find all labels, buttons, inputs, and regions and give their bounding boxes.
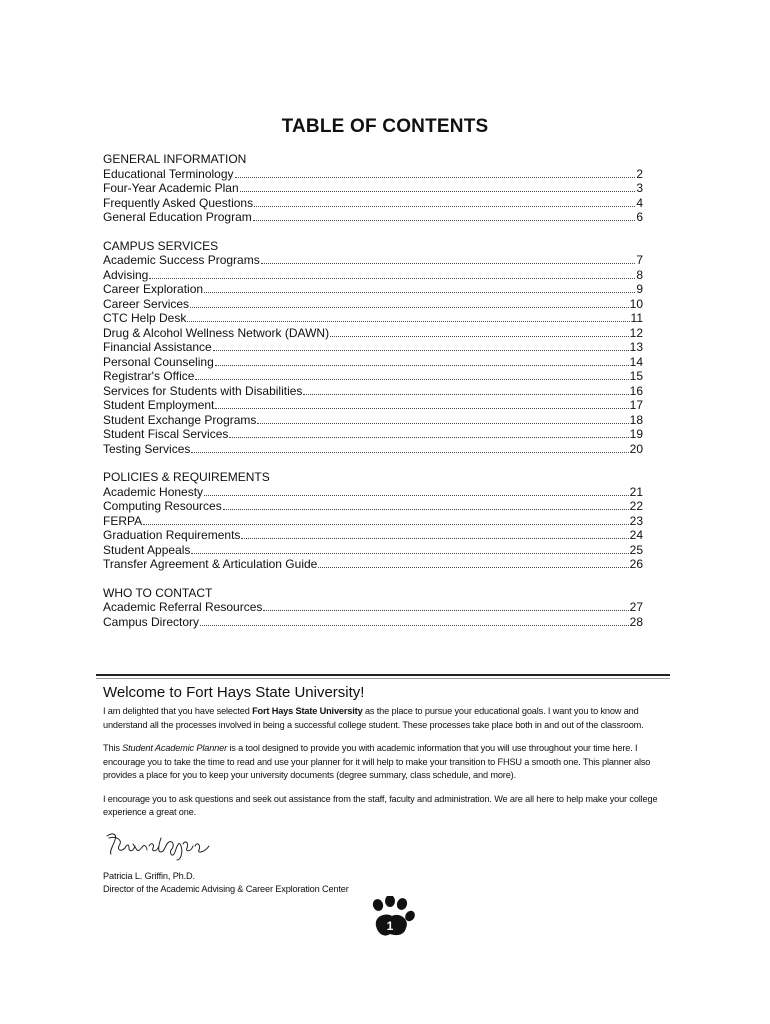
toc-entry-page: 9	[636, 282, 643, 296]
toc-entry-label: Student Fiscal Services	[103, 427, 229, 441]
toc-dot-leader	[213, 350, 629, 351]
toc-entry-label: Career Exploration	[103, 282, 204, 296]
toc-entry	[103, 297, 643, 312]
welcome-paragraph-1	[103, 705, 671, 732]
table-of-contents	[103, 152, 643, 643]
signer-title: Director of the Academic Advising & Career Exploration Center	[103, 883, 349, 894]
toc-entry	[103, 413, 643, 428]
toc-entry-label: Student Exchange Programs	[103, 412, 257, 427]
toc-entry-page: 27	[629, 600, 643, 614]
toc-entry	[103, 442, 643, 457]
toc-section	[103, 152, 643, 225]
toc-section	[103, 586, 643, 630]
toc-entry-page: 24	[629, 528, 643, 542]
toc-dot-leader	[253, 220, 636, 221]
toc-dot-leader	[261, 263, 636, 264]
toc-dot-leader	[330, 336, 629, 337]
toc-entry-page: 8	[636, 267, 643, 282]
toc-dot-leader	[187, 321, 629, 322]
toc-entry-page: 4	[636, 195, 643, 210]
toc-dot-leader	[143, 524, 629, 525]
page-number: 1	[386, 919, 394, 933]
p2-italic: Student Academic Planner	[122, 743, 228, 753]
toc-dot-leader	[149, 278, 635, 279]
toc-section	[103, 470, 643, 572]
toc-entry-label: Services for Students with Disabilities	[103, 383, 303, 398]
toc-entry-label: FERPA	[103, 513, 143, 528]
toc-entry-page: 11	[630, 311, 643, 325]
toc-dot-leader	[200, 625, 629, 626]
toc-entry	[103, 355, 643, 370]
toc-entry-label: CTC Help Desk	[103, 311, 187, 325]
toc-entry	[103, 398, 643, 413]
toc-entry	[103, 369, 643, 384]
toc-entry-label: Campus Directory	[103, 614, 200, 629]
toc-entry-label: Transfer Agreement & Articulation Guide	[103, 557, 318, 571]
toc-dot-leader	[204, 292, 635, 293]
toc-entry	[103, 340, 643, 355]
toc-dot-leader	[241, 538, 628, 539]
toc-entry	[103, 196, 643, 211]
toc-entry-page: 28	[629, 614, 643, 629]
toc-dot-leader	[257, 423, 628, 424]
toc-entry-label: Graduation Requirements	[103, 528, 241, 542]
toc-entry	[103, 485, 643, 500]
toc-entry-page: 25	[629, 542, 643, 557]
divider-rule	[96, 674, 670, 676]
toc-dot-leader	[191, 452, 628, 453]
toc-entry-label: Educational Terminology	[103, 166, 234, 181]
toc-entry-label: Registrar's Office	[103, 369, 195, 383]
toc-dot-leader	[190, 307, 629, 308]
toc-entry-label: Financial Assistance	[103, 340, 212, 354]
toc-dot-leader	[195, 379, 628, 380]
toc-dot-leader	[229, 437, 628, 438]
toc-entry-page: 3	[636, 181, 643, 195]
toc-entry-page: 6	[636, 210, 643, 224]
toc-entry-label: Student Appeals	[103, 542, 191, 557]
toc-entry-page: 16	[629, 383, 643, 398]
toc-entry-label: Academic Success Programs	[103, 253, 260, 267]
welcome-paragraph-2	[103, 742, 671, 783]
toc-entry-label: General Education Program	[103, 210, 252, 224]
toc-entry	[103, 384, 643, 399]
toc-section-heading: POLICIES & REQUIREMENTS	[103, 470, 270, 484]
toc-entry-label: Academic Honesty	[103, 484, 204, 499]
toc-section-heading: WHO TO CONTACT	[103, 585, 213, 600]
toc-entry	[103, 615, 643, 630]
p1-bold: Fort Hays State University	[252, 706, 363, 716]
toc-dot-leader	[215, 365, 629, 366]
toc-dot-leader	[263, 610, 628, 611]
toc-entry	[103, 167, 643, 182]
toc-entry	[103, 268, 643, 283]
toc-entry-page: 26	[629, 557, 643, 571]
toc-entry-label: Testing Services	[103, 441, 191, 456]
toc-dot-leader	[204, 495, 629, 496]
toc-entry	[103, 514, 643, 529]
toc-entry-page: 2	[636, 166, 643, 181]
toc-entry-page: 13	[629, 340, 643, 354]
toc-entry-page: 10	[629, 296, 643, 311]
toc-entry	[103, 210, 643, 225]
p2-text-b: is a tool designed to provide you with academic information that you will use throughout your time here. I encourage you to take the time to read and use your planner for it will help to make your transition to FHSU a smooth one. This planner also provides a place for you to keep your university documents (degree summary, class schedule, and more).	[103, 743, 651, 780]
handwritten-signature	[103, 830, 671, 860]
toc-section-heading: GENERAL INFORMATION	[103, 152, 247, 166]
toc-entry-label: Student Employment	[103, 398, 215, 412]
toc-entry-page: 15	[629, 369, 643, 383]
toc-entry-page: 12	[629, 325, 643, 340]
toc-dot-leader	[235, 177, 636, 178]
toc-entry-page: 19	[629, 427, 643, 441]
toc-entry-page: 22	[629, 499, 643, 513]
toc-entry	[103, 499, 643, 514]
toc-entry	[103, 528, 643, 543]
toc-entry	[103, 282, 643, 297]
toc-dot-leader	[303, 394, 628, 395]
toc-dot-leader	[215, 408, 628, 409]
toc-dot-leader	[223, 509, 629, 510]
welcome-paragraph-3: I encourage you to ask questions and seek out assistance from the staff, faculty and administration. We are all here to help make your college experience a great one.	[103, 793, 658, 817]
p1-text-b: as the place to pursue your educational goals. I want you to know and understand all the processes involved in being a successful college student. These processes take place both in and out of the classroom.	[103, 706, 644, 730]
toc-title: TABLE OF CONTENTS	[281, 116, 489, 137]
divider-rule-thin	[96, 678, 670, 679]
toc-entry-label: Advising	[103, 267, 149, 282]
toc-entry	[103, 181, 643, 196]
toc-entry-page: 20	[629, 441, 643, 456]
toc-entry-label: Personal Counseling	[103, 354, 214, 369]
toc-entry	[103, 427, 643, 442]
toc-entry-label: Computing Resources	[103, 499, 222, 513]
toc-section-heading: CAMPUS SERVICES	[103, 238, 219, 253]
toc-entry	[103, 253, 643, 268]
toc-entry	[103, 557, 643, 572]
toc-entry-label: Career Services	[103, 296, 190, 311]
p1-text-a: I am delighted that you have selected	[103, 706, 253, 716]
toc-entry	[103, 326, 643, 341]
welcome-heading: Welcome to Fort Hays State University!	[103, 684, 365, 701]
toc-entry-page: 7	[636, 253, 643, 267]
toc-entry-label: Drug & Alcohol Wellness Network (DAWN)	[103, 325, 330, 340]
toc-entry-label: Academic Referral Resources	[103, 600, 263, 614]
toc-entry-page: 18	[629, 412, 643, 427]
toc-dot-leader	[254, 206, 635, 207]
toc-entry	[103, 543, 643, 558]
toc-entry-page: 23	[629, 513, 643, 528]
paw-print-icon	[368, 896, 416, 940]
toc-entry-page: 14	[629, 354, 643, 369]
toc-entry	[103, 311, 643, 326]
toc-dot-leader	[240, 191, 636, 192]
toc-entry-label: Frequently Asked Questions	[103, 195, 254, 210]
toc-entry-page: 17	[629, 398, 643, 412]
toc-entry-page: 21	[629, 484, 643, 499]
toc-dot-leader	[318, 567, 628, 568]
toc-section	[103, 239, 643, 457]
toc-dot-leader	[191, 553, 628, 554]
signer-name: Patricia L. Griffin, Ph.D.	[103, 870, 195, 881]
toc-entry-label: Four-Year Academic Plan	[103, 181, 239, 195]
toc-entry	[103, 600, 643, 615]
p2-text-a: This	[103, 743, 123, 753]
welcome-letter	[103, 684, 671, 896]
